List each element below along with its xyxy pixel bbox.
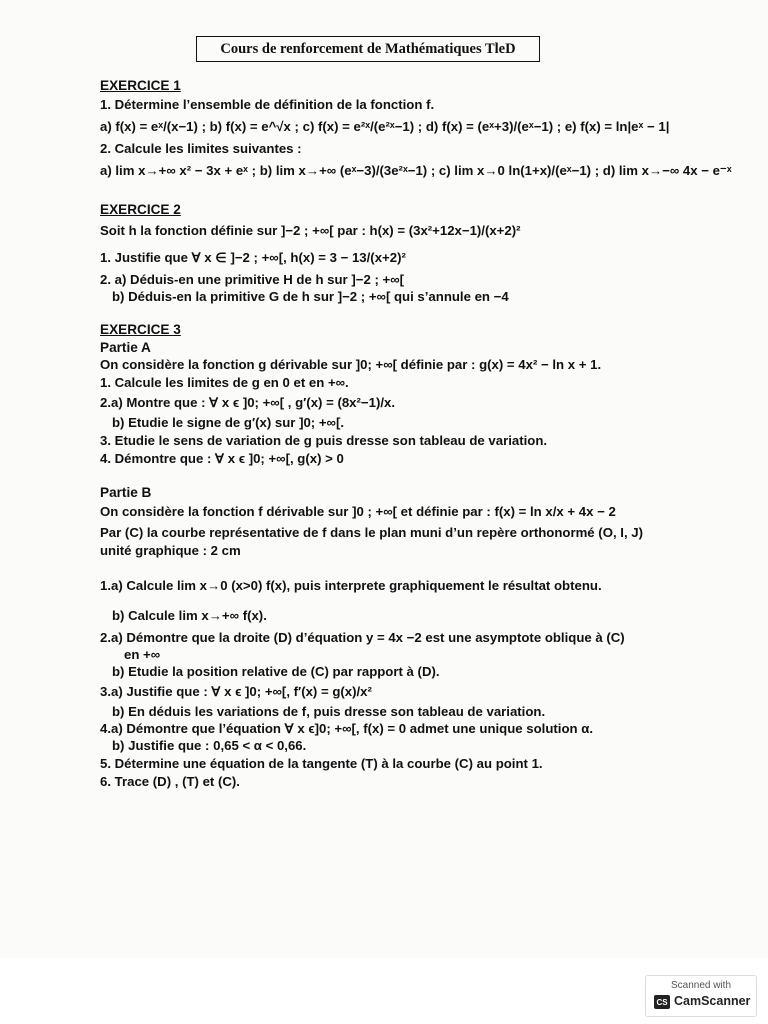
partie-b-question6: 6. Trace (D) , (T) et (C). [100, 774, 240, 789]
exercice1-question1-items: a) f(x) = eˣ/(x−1) ; b) f(x) = e^√x ; c) f(x) = e²ˣ/(e²ˣ−1) ; d) f(x) = (eˣ+3)/(eˣ−1) ; e) f(x) = ln|eˣ − 1| [100, 119, 670, 134]
partie-b-question5: 5. Détermine une équation de la tangente (T) à la courbe (C) au point 1. [100, 756, 543, 771]
partie-a-question4: 4. Démontre que : ∀ x ϵ ]0; +∞[, g(x) > 0 [100, 451, 344, 466]
exercice2-question1: 1. Justifie que ∀ x ∈ ]−2 ; +∞[, h(x) = 3 − 13/(x+2)² [100, 250, 406, 265]
exercice2-heading: EXERCICE 2 [100, 202, 181, 217]
partie-b-question2b: b) Etudie la position relative de (C) par rapport à (D). [112, 664, 440, 679]
partie-b-question1a: 1.a) Calcule lim x→0 (x>0) f(x), puis interprete graphiquement le résultat obtenu. [100, 578, 602, 593]
partie-b-question4a: 4.a) Démontre que l’équation ∀ x ϵ]0; +∞[, f(x) = 0 admet une unique solution α. [100, 721, 593, 736]
partie-b-question3a: 3.a) Justifie que : ∀ x ϵ ]0; +∞[, f′(x) = g(x)/x² [100, 684, 372, 699]
partie-a-question2a: 2.a) Montre que : ∀ x ϵ ]0; +∞[ , g′(x) = (8x²−1)/x. [100, 395, 395, 410]
partie-a-question3: 3. Etudie le sens de variation de g puis dresse son tableau de variation. [100, 433, 548, 448]
partie-b-intro: On considère la fonction f dérivable sur ]0 ; +∞[ et définie par : f(x) = ln x/x + 4x − 2 [100, 504, 616, 519]
scanned-with-label: Scanned with [670, 980, 732, 991]
partie-b-intro-line3: unité graphique : 2 cm [100, 543, 241, 558]
camscanner-watermark [645, 975, 757, 1017]
exercice1-question2: 2. Calcule les limites suivantes : [100, 141, 302, 156]
partie-b-heading: Partie B [100, 485, 152, 500]
partie-b-question2a-end: en +∞ [124, 647, 161, 662]
exercice3-heading: EXERCICE 3 [100, 322, 181, 337]
partie-a-intro: On considère la fonction g dérivable sur ]0; +∞[ définie par : g(x) = 4x² − ln x + 1. [100, 357, 602, 372]
camscanner-logo-icon: CS [654, 995, 670, 1009]
exercice2-question2a: 2. a) Déduis-en une primitive H de h sur ]−2 ; +∞[ [100, 272, 404, 287]
partie-b-question4b: b) Justifie que : 0,65 < α < 0,66. [112, 738, 307, 753]
partie-b-question1b: b) Calcule lim x→+∞ f(x). [112, 608, 267, 623]
exercice1-question2-items: a) lim x→+∞ x² − 3x + eˣ ; b) lim x→+∞ (eˣ−3)/(3e²ˣ−1) ; c) lim x→0 ln(1+x)/(eˣ−1) ; d) lim x→−∞ 4x − e⁻ˣ [100, 163, 732, 178]
partie-b-question3b: b) En déduis les variations de f, puis dresse son tableau de variation. [112, 704, 546, 719]
partie-a-question2b: b) Etudie le signe de g′(x) sur ]0; +∞[. [112, 415, 345, 430]
page-title: Cours de renforcement de Mathématiques TleD [196, 36, 540, 62]
camscanner-name: CamScanner [674, 994, 751, 1008]
exercice2-intro: Soit h la fonction définie sur ]−2 ; +∞[ par : h(x) = (3x²+12x−1)/(x+2)² [100, 223, 521, 238]
partie-a-heading: Partie A [100, 340, 151, 355]
partie-a-question1: 1. Calcule les limites de g en 0 et en +∞. [100, 375, 349, 390]
partie-b-question2a: 2.a) Démontre que la droite (D) d’équation y = 4x −2 est une asymptote oblique à (C) [100, 630, 625, 645]
exercice2-question2b: b) Déduis-en la primitive G de h sur ]−2 ; +∞[ qui s’annule en −4 [112, 289, 509, 304]
exercice1-question1: 1. Détermine l’ensemble de définition de la fonction f. [100, 97, 435, 112]
partie-b-intro-line2: Par (C) la courbe représentative de f dans le plan muni d’un repère orthonormé (O, I, J) [100, 525, 643, 540]
exercice1-heading: EXERCICE 1 [100, 78, 181, 93]
